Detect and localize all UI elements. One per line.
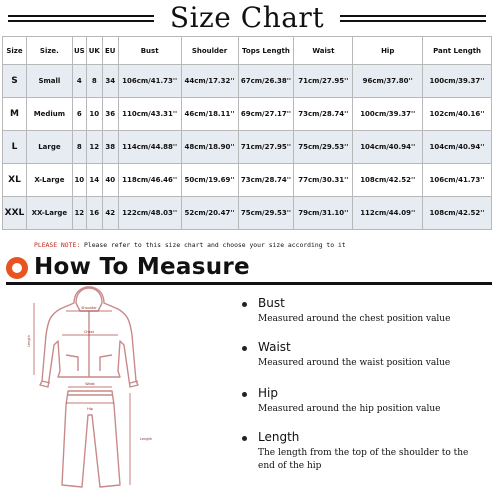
cell-size: XL (3, 164, 27, 197)
notice-text: Please refer to this size chart and choose your size according to it (80, 241, 346, 249)
cell-waist: 77cm/30.31'' (294, 164, 353, 197)
cell-hip: 112cm/44.09'' (353, 197, 423, 230)
orange-circle-icon (6, 257, 28, 279)
page-title: Size Chart (169, 1, 325, 34)
cell-bust: 106cm/41.73'' (118, 65, 181, 98)
table-row (3, 164, 492, 197)
cell-size: M (3, 98, 27, 131)
cell-tops-length: 69cm/27.17'' (238, 98, 294, 131)
cell-pant-length: 106cm/41.73'' (423, 164, 492, 197)
cell-eu: 38 (102, 131, 118, 164)
cell-size-name: Small (26, 65, 72, 98)
cell-bust: 114cm/44.88'' (118, 131, 181, 164)
bullet-icon (242, 302, 247, 307)
size-notice (34, 241, 346, 249)
cell-waist: 75cm/29.53'' (294, 131, 353, 164)
cell-uk: 12 (86, 131, 102, 164)
cell-us: 4 (72, 65, 86, 98)
measure-item-title: Hip (258, 386, 278, 400)
measure-item-desc: The length from the top of the shoulder to the end of the hip (258, 448, 469, 471)
garment-diagram (20, 285, 190, 495)
bullet-icon (242, 436, 247, 441)
cell-eu: 36 (102, 98, 118, 131)
cell-us: 8 (72, 131, 86, 164)
measure-item-desc: Measured around the hip position value (258, 404, 441, 414)
cell-size-name: XX-Large (26, 197, 72, 230)
tracksuit-illustration (20, 285, 190, 495)
title-rule-left-bottom (8, 20, 154, 22)
notice-label: PLEASE NOTE: (34, 241, 81, 249)
how-to-measure-header (4, 252, 494, 282)
header-pant-length: Pant Length (423, 37, 492, 65)
title-bar (0, 1, 494, 34)
cell-eu: 40 (102, 164, 118, 197)
cell-pant-length: 104cm/40.94'' (423, 131, 492, 164)
cell-us: 6 (72, 98, 86, 131)
cell-us: 10 (72, 164, 86, 197)
title-rule-right-bottom (340, 20, 486, 22)
pocket-left (66, 355, 78, 371)
table-row (3, 131, 492, 164)
cell-hip: 104cm/40.94'' (353, 131, 423, 164)
cell-waist: 79cm/31.10'' (294, 197, 353, 230)
cell-shoulder: 48cm/18.90'' (181, 131, 238, 164)
cell-bust: 118cm/46.46'' (118, 164, 181, 197)
cell-size: S (3, 65, 27, 98)
header-tops-length: Tops Length (238, 37, 294, 65)
cell-pant-length: 100cm/39.37'' (423, 65, 492, 98)
cell-size-name: Large (26, 131, 72, 164)
cell-eu: 34 (102, 65, 118, 98)
cell-pant-length: 108cm/42.52'' (423, 197, 492, 230)
table-row (3, 197, 492, 230)
header-us: US (72, 37, 86, 65)
measure-item-title: Waist (258, 340, 291, 354)
cell-tops-length: 71cm/27.95'' (238, 131, 294, 164)
cell-shoulder: 44cm/17.32'' (181, 65, 238, 98)
measure-item-title: Bust (258, 296, 285, 310)
cell-waist: 71cm/27.95'' (294, 65, 353, 98)
bullet-icon (242, 346, 247, 351)
header-size: Size (3, 37, 27, 65)
cell-tops-length: 67cm/26.38'' (238, 65, 294, 98)
cell-uk: 14 (86, 164, 102, 197)
cell-shoulder: 50cm/19.69'' (181, 164, 238, 197)
cell-bust: 122cm/48.03'' (118, 197, 181, 230)
pocket-right (100, 355, 112, 371)
header-size-name: Size. (26, 37, 72, 65)
pants-outline (62, 391, 120, 487)
cell-hip: 108cm/42.52'' (353, 164, 423, 197)
table-row (3, 98, 492, 131)
cell-pant-length: 102cm/40.16'' (423, 98, 492, 131)
waist-label: Waist (85, 382, 95, 386)
title-rule-left-top (8, 15, 154, 17)
measure-item-title: Length (258, 430, 300, 444)
cell-tops-length: 75cm/29.53'' (238, 197, 294, 230)
cell-shoulder: 52cm/20.47'' (181, 197, 238, 230)
title-rule-right-top (340, 15, 486, 17)
header-hip: Hip (353, 37, 423, 65)
header-waist: Waist (294, 37, 353, 65)
size-table-header-row (3, 37, 492, 65)
cell-size-name: Medium (26, 98, 72, 131)
measure-item-desc: Measured around the waist position value (258, 358, 451, 368)
cell-eu: 42 (102, 197, 118, 230)
header-bust: Bust (118, 37, 181, 65)
cell-hip: 96cm/37.80'' (353, 65, 423, 98)
cell-size: XXL (3, 197, 27, 230)
cell-size-name: X-Large (26, 164, 72, 197)
measure-title: How To Measure (34, 254, 250, 280)
size-table (2, 36, 492, 230)
pant-length-label: Length (140, 437, 153, 441)
tops-length-label: Length (27, 334, 31, 348)
cell-uk: 16 (86, 197, 102, 230)
table-row (3, 65, 492, 98)
measure-item-desc: Measured around the chest position value (258, 314, 451, 324)
cell-uk: 8 (86, 65, 102, 98)
cell-hip: 100cm/39.37'' (353, 98, 423, 131)
cell-tops-length: 73cm/28.74'' (238, 164, 294, 197)
header-eu: EU (102, 37, 118, 65)
header-shoulder: Shoulder (181, 37, 238, 65)
bullet-icon (242, 392, 247, 397)
chest-label: Chest (83, 330, 95, 334)
shoulder-label: Shoulder (81, 306, 97, 310)
cell-waist: 73cm/28.74'' (294, 98, 353, 131)
hip-label: Hip (87, 407, 93, 411)
cell-shoulder: 46cm/18.11'' (181, 98, 238, 131)
cell-us: 12 (72, 197, 86, 230)
header-uk: UK (86, 37, 102, 65)
cell-uk: 10 (86, 98, 102, 131)
cell-bust: 110cm/43.31'' (118, 98, 181, 131)
cell-size: L (3, 131, 27, 164)
